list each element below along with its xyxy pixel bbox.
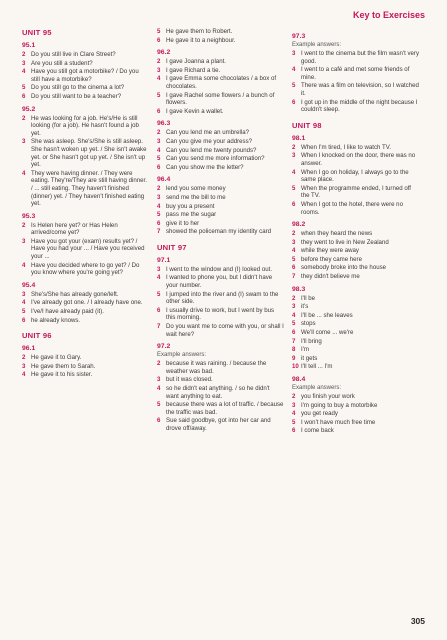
answer-item [22, 354, 149, 362]
answer-item [22, 115, 149, 138]
answer-text: I gave Joanna a plant. [166, 58, 226, 66]
answer-number: 4 [22, 169, 26, 177]
answer-text: send me the bill to me [166, 193, 226, 201]
answer-text: before they came here [301, 255, 362, 263]
answer-number: 3 [157, 193, 161, 201]
answer-text: I got up in the middle of the night because I couldn't sleep. [301, 98, 418, 114]
answer-number: 7 [157, 228, 161, 236]
page-header: Key to Exercises [352, 10, 425, 20]
answer-text: somebody broke into the house [301, 264, 387, 272]
answer-number: 5 [292, 255, 296, 263]
answer-item [292, 419, 419, 427]
answer-number: 4 [292, 410, 296, 418]
answer-text: Have you decided where to go yet? / Do you know where you're going yet? [31, 261, 140, 277]
answer-number: 4 [292, 168, 296, 176]
answer-text: He gave them to Sarah. [31, 362, 96, 370]
answer-text: I went to a café and met some friends of mine. [301, 66, 410, 81]
answer-list [157, 185, 284, 236]
answer-text: I'll bring [301, 337, 322, 345]
answer-text: Can you give me your address? [166, 137, 253, 145]
answer-list [157, 58, 284, 115]
answer-item [22, 51, 149, 59]
answer-item [292, 239, 419, 247]
answer-text: because there was a lot of traffic. / because the traffic was bad. [166, 401, 284, 416]
answer-list [157, 129, 284, 171]
answer-item [22, 238, 149, 261]
answer-text: stops [301, 320, 316, 328]
answer-text: He gave it to Gary. [31, 354, 82, 362]
answer-number: 4 [22, 299, 26, 307]
answer-item [22, 299, 149, 307]
answer-text: I'll be [301, 294, 316, 302]
exercise-label: 98.4 [292, 376, 306, 383]
answer-number: 4 [292, 247, 296, 255]
answer-item [292, 50, 419, 65]
answer-number: 6 [292, 98, 296, 106]
answer-list [22, 354, 149, 379]
answer-number: 5 [292, 184, 296, 192]
unit-heading: UNIT 98 [292, 120, 322, 130]
answer-number: 2 [292, 143, 296, 151]
answer-list [292, 295, 419, 371]
answer-number: 5 [292, 320, 296, 328]
answer-number: 2 [157, 129, 161, 137]
answer-number: 2 [292, 230, 296, 238]
answer-text: I gave Rachel some flowers / a bunch of flowers. [166, 91, 275, 107]
answer-number: 5 [292, 82, 296, 90]
answer-text: you finish your work [301, 393, 355, 400]
answer-columns [22, 28, 425, 436]
answer-number: 5 [157, 401, 161, 409]
answer-item [157, 129, 284, 137]
answer-number: 5 [157, 155, 161, 163]
answer-number: 2 [157, 185, 161, 193]
answer-text: He gave them to Robert. [166, 28, 233, 35]
answer-text: it gets [301, 354, 318, 362]
answer-number: 3 [157, 265, 161, 273]
answer-item [157, 203, 284, 211]
exercise-label: 95.4 [22, 281, 36, 289]
answer-item [292, 273, 419, 281]
answer-number: 3 [292, 303, 296, 311]
answer-text: When I'm tired, I like to watch TV. [301, 143, 391, 151]
answer-number: 3 [292, 152, 296, 160]
answer-item [292, 82, 419, 97]
answer-text: I went to the cinema but the film wasn't very good. [301, 50, 420, 65]
answer-number: 4 [292, 66, 296, 74]
answer-item [22, 60, 149, 68]
answer-number: 6 [157, 163, 161, 171]
answer-list [157, 360, 284, 432]
answer-text: He was looking for a job. He's/He is still looking (for a job). He hasn't found a job yet. [31, 114, 139, 137]
answer-number: 4 [157, 385, 161, 392]
answer-text: I'll tell ... I'm [301, 363, 333, 371]
unit-heading: UNIT 95 [22, 28, 52, 37]
answer-number: 3 [157, 137, 161, 145]
answer-item [292, 247, 419, 255]
exercise-label: 95.1 [22, 42, 36, 49]
answer-number: 3 [292, 238, 296, 246]
exercise-label: 95.2 [22, 105, 36, 113]
answer-text: Sue said goodbye, got into her car and drove off/away. [166, 417, 271, 432]
answer-item [22, 262, 149, 277]
answer-number: 8 [292, 346, 296, 354]
answer-item [292, 152, 419, 167]
answer-item [22, 138, 149, 168]
answer-number: 4 [157, 146, 161, 154]
answer-text: When the programme ended, I turned off the TV. [301, 184, 411, 200]
example-note: Example answers: [157, 352, 207, 359]
exercise-label: 96.2 [157, 49, 171, 57]
answer-text: We'll come ... we're [301, 329, 354, 337]
answer-list [22, 51, 149, 101]
answer-item [22, 68, 149, 83]
answer-number: 2 [292, 393, 296, 400]
answer-item [292, 264, 419, 272]
answer-number: 5 [157, 290, 161, 298]
answer-item [22, 84, 149, 92]
answer-item [157, 108, 284, 116]
answer-text: I've/I have already paid (it). [31, 308, 104, 316]
answer-item [157, 185, 284, 193]
answer-text: Can you show me the letter? [166, 163, 244, 171]
answer-item [292, 169, 419, 184]
answer-number: 6 [157, 36, 161, 44]
answer-number: 7 [157, 323, 161, 331]
answer-number: 5 [22, 308, 26, 316]
answer-text: lend you some money [166, 185, 226, 193]
answer-number: 5 [157, 91, 161, 99]
answer-list [157, 28, 284, 44]
answer-item [292, 312, 419, 320]
answer-text: pass me the sugar [166, 211, 217, 219]
answer-number: 6 [22, 316, 26, 324]
column-2 [157, 28, 284, 436]
column-1 [22, 28, 149, 436]
answer-number: 5 [157, 28, 161, 35]
answer-item [157, 291, 284, 306]
answer-item [157, 360, 284, 375]
answer-number: 2 [22, 51, 26, 58]
answer-text: Have you still got a motorbike? / Do you still have a motorbike? [31, 68, 139, 83]
answer-text: he already knows. [31, 316, 81, 324]
answer-text: so he didn't eat anything. / so he didn't want anything to eat. [166, 385, 270, 400]
answer-text: but it was closed. [166, 376, 213, 384]
answer-number: 6 [157, 417, 161, 425]
answer-item [157, 67, 284, 75]
answer-text: When I knocked on the door, there was no answer. [301, 152, 416, 167]
answer-list [157, 266, 284, 338]
answer-number: 9 [292, 354, 296, 362]
answer-item [292, 295, 419, 303]
answer-text: I jumped into the river and (I) swam to the other side. [166, 290, 279, 306]
answer-item [292, 363, 419, 371]
answer-item [292, 427, 419, 435]
answer-number: 6 [157, 306, 161, 314]
answer-number: 2 [22, 114, 26, 122]
answer-number: 10 [292, 363, 299, 371]
answer-item [292, 346, 419, 354]
exercise-label: 96.1 [22, 345, 36, 353]
answer-number: 3 [157, 376, 161, 384]
answer-text: it's [301, 303, 309, 311]
answer-list [22, 115, 149, 208]
answer-text: Do you still go to the cinema a lot? [31, 84, 125, 92]
answer-number: 3 [292, 401, 296, 409]
answer-number: 6 [157, 219, 161, 227]
answer-item [157, 164, 284, 172]
answer-item [292, 99, 419, 114]
answer-number: 6 [292, 264, 296, 272]
answer-number: 6 [292, 427, 296, 435]
answer-text: Can you lend me twenty pounds? [166, 146, 257, 154]
answer-item [22, 371, 149, 379]
answer-text: Do you still live in Clare Street? [31, 51, 116, 58]
answer-number: 2 [22, 354, 26, 362]
answer-text: they didn't believe me [301, 273, 360, 281]
answer-item [292, 144, 419, 152]
answer-item [292, 338, 419, 346]
answer-text: I gave Emma some chocolates / a box of chocolates. [166, 75, 277, 90]
answer-number: 5 [292, 418, 296, 426]
answer-item [157, 211, 284, 219]
answer-item [22, 363, 149, 371]
answer-list [292, 230, 419, 281]
answer-text: I went to the window and (I) looked out. [166, 265, 273, 273]
answer-item [292, 256, 419, 264]
answer-number: 4 [22, 371, 26, 379]
answer-item [292, 185, 419, 200]
answer-item [292, 410, 419, 418]
answer-item [292, 320, 419, 328]
answer-number: 4 [157, 202, 161, 210]
answer-text: while they were away [301, 247, 359, 255]
answer-list [292, 144, 419, 216]
exercise-label: 97.2 [157, 343, 171, 351]
exercise-label: 96.3 [157, 120, 171, 128]
answer-text: Do you want me to come with you, or shall I wait here? [166, 323, 284, 338]
answer-number: 4 [22, 68, 26, 76]
answer-number: 4 [292, 311, 296, 319]
answer-item [157, 401, 284, 416]
answer-item [157, 194, 284, 202]
exercise-label: 98.2 [292, 221, 306, 229]
answer-item [157, 274, 284, 289]
answer-item [292, 201, 419, 216]
answer-text: Is Helen here yet? or Has Helen arrived/come yet? [31, 221, 118, 237]
answer-item [22, 170, 149, 208]
answer-item [157, 323, 284, 338]
answer-text: She was asleep. She's/She is still asleep. She hasn't woken up yet. / She isn't awake yet. or She hasn't got up yet. / She isn't up yet. [31, 138, 147, 169]
answer-item [157, 28, 284, 36]
answer-text: He gave it to his sister. [31, 371, 93, 379]
answer-item [157, 138, 284, 146]
answer-text: I've already got one. / I already have one. [31, 299, 143, 307]
answer-item [157, 92, 284, 107]
answer-number: 3 [22, 138, 26, 146]
answer-number: 3 [22, 237, 26, 245]
answer-text: He gave it to a neighbour. [166, 36, 236, 44]
column-3 [292, 28, 419, 436]
answer-number: 6 [157, 107, 161, 115]
answer-text: She's/She has already gone/left. [31, 290, 119, 298]
answer-text: I gave Richard a tie. [166, 66, 221, 74]
answer-text: you get ready [301, 410, 338, 418]
answer-item [157, 220, 284, 228]
answer-item [157, 376, 284, 384]
answer-item [22, 308, 149, 316]
answer-item [22, 317, 149, 325]
answer-number: 3 [22, 362, 26, 370]
answer-number: 3 [292, 50, 296, 57]
answer-number: 5 [22, 84, 26, 92]
answer-text: Are you still a student? [31, 59, 93, 67]
answer-text: When I go on holiday, I always go to the same place. [301, 168, 409, 184]
answer-number: 3 [22, 290, 26, 298]
exercise-label: 96.4 [157, 176, 171, 184]
answer-text: I'm [301, 346, 309, 354]
answer-item [157, 266, 284, 274]
exercise-label: 97.1 [157, 256, 171, 264]
answer-item [292, 66, 419, 81]
answer-item [292, 303, 419, 311]
answer-number: 3 [157, 66, 161, 74]
answer-text: buy you a present [166, 202, 215, 210]
answer-item [292, 402, 419, 410]
page-number: 305 [410, 616, 425, 626]
answer-number: 6 [292, 329, 296, 337]
answer-number: 4 [22, 261, 26, 269]
answer-number: 4 [157, 75, 161, 83]
answer-item [157, 155, 284, 163]
answer-item [22, 291, 149, 299]
answer-text: When I got to the hotel, there were no rooms. [301, 200, 403, 216]
answer-item [292, 355, 419, 363]
answer-number: 3 [22, 59, 26, 67]
answer-text: Can you send me more information? [166, 155, 265, 163]
answer-text: showed the policeman my identity card [166, 228, 272, 236]
answer-text: because it was raining. / because the weather was bad. [166, 360, 267, 375]
unit-heading: UNIT 96 [22, 331, 52, 341]
answer-text: I usually drive to work, but I went by bus this morning. [166, 306, 275, 322]
exercise-label: 97.3 [292, 33, 306, 40]
answer-text: when they heard the news [301, 230, 373, 238]
answer-text: They were having dinner. / They were eating. They're/They are still having dinner. / ... still eating. They haven't finished (dinner) yet. / They haven't finished eating yet. [31, 169, 147, 208]
answer-number: 7 [292, 337, 296, 345]
answer-text: Have you got your (exam) results yet? / Have you had your ... / Have you received your ... [31, 237, 145, 261]
answer-item [157, 147, 284, 155]
answer-text: they went to live in New Zealand [301, 238, 389, 246]
answer-number: 6 [22, 92, 26, 100]
answer-number: 7 [292, 273, 296, 281]
answer-item [157, 385, 284, 400]
answer-number: 6 [292, 200, 296, 208]
answer-text: I'm going to buy a motorbike [301, 401, 378, 409]
answer-item [157, 307, 284, 322]
answer-item [157, 58, 284, 66]
exercise-label: 98.1 [292, 134, 306, 142]
answer-item [292, 329, 419, 337]
answer-item [22, 93, 149, 101]
answer-number: 4 [157, 274, 161, 282]
answer-number: 2 [292, 294, 296, 302]
answer-text: I come back [301, 427, 334, 435]
example-note: Example answers: [292, 42, 342, 48]
answer-text: I'll be ... she leaves [301, 311, 353, 319]
exercise-label: 98.3 [292, 285, 306, 293]
answer-list [22, 222, 149, 277]
exercise-label: 95.3 [22, 212, 36, 220]
answer-text: There was a film on television, so I watched it. [301, 82, 419, 97]
answer-item [292, 230, 419, 238]
answer-number: 2 [157, 360, 161, 368]
answer-item [292, 393, 419, 401]
example-note: Example answers: [292, 385, 342, 391]
answer-list [22, 291, 149, 324]
answer-number: 2 [157, 58, 161, 66]
answer-text: I won't have much free time [301, 418, 376, 426]
answer-item [157, 417, 284, 432]
answer-item [157, 75, 284, 90]
answer-text: I gave Kevin a wallet. [166, 107, 224, 115]
answer-list [292, 393, 419, 435]
answer-text: Do you still want to be a teacher? [31, 92, 122, 100]
answer-text: Can you lend me an umbrella? [166, 129, 249, 137]
answer-item [22, 222, 149, 237]
answer-item [157, 37, 284, 45]
answer-number: 5 [157, 211, 161, 219]
unit-heading: UNIT 97 [157, 242, 187, 252]
answer-number: 2 [22, 221, 26, 229]
answer-text: I wanted to phone you, but I didn't have your number. [166, 274, 273, 290]
answer-list [292, 50, 419, 114]
answer-text: give it to her [166, 219, 200, 227]
answer-item [157, 228, 284, 236]
